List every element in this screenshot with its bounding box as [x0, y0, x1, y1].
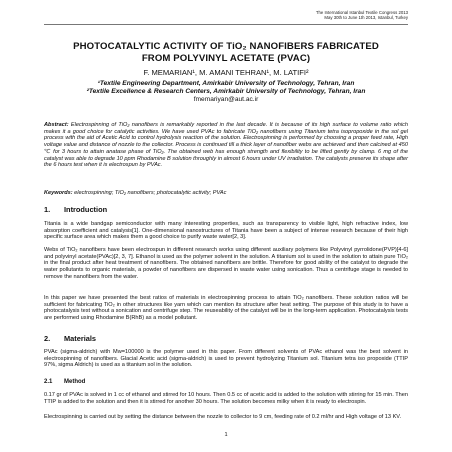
intro-paragraph-1: Titania is a wide bandgap semiconductor with many interesting properties, such as transparency to visible light, high refractive index, low absorption coefficient and catalysis[1]. One-dimensional nanostructures of Titania have been a subject of intense research because of their high specific surface area which makes them a good choice to purify waste water[2, 3]. — [44, 221, 408, 241]
section-title: Materials — [64, 334, 97, 343]
title-line-1: PHOTOCATALYTIC ACTIVITY OF TiO₂ NANOFIBERS FABRICATED — [73, 41, 379, 52]
conference-dates: May 30th to June 1th 2013, Istanbul, Turkey — [324, 15, 408, 21]
subsection-title: Method — [64, 379, 86, 385]
section-heading-materials — [44, 334, 96, 343]
keywords — [44, 190, 408, 197]
abstract — [44, 122, 408, 169]
method-paragraph-1: 0.17 gr of PVAc is solved in 1 cc of ethanol and stirred for 10 hours. Then 0.5 cc of acetic acid is added to the solution with stirring for 15 min. Then TTIP is added to the solution and then it is stirred for another 30 hours. The solution becomes milky when it is ready to electrospin. — [44, 392, 408, 405]
intro-paragraph-2: Webs of TiO₂ nanofibers have been electrospun in different research works using different auxiliary polymers like Polyvinyl pyrrolidone(PVP)[4-6] and polyvinyl acetate(PVAc)[2, 3, 7]. Ethanol is used as the polymer solvent in the solution. A titanium sol is used in the solution to attain pure TiO₂ in the final product after heat treatment of nanofibers. The obtained nanofibers are brittle. Therefore for good ability of the catalyst to degrade the water pollutants to organic materials, a powder of nanofibers are dispersed in waste water using sonication. Thus a centrifuge stage is needed to remove the nanofibers from the water. — [44, 247, 408, 280]
abstract-text: Electrospinning of TiO₂ nanofibers is remarkably reported in the last decade. It is because of its high surface to volume ratio which makes it a good choice for catalytic activities. We have used PVAc to fabricate TiO₂ nanofibers using Titanium tetra isopropoxide in the sol gel process with the aid of Acetic Acid to control hydrolysis reaction of the solution. Electrospinning is performed by choosing a proper feed rate, High voltage value and distance of nozzle to the collector. Process is continued till a thick layer of nanofiber webs are achieved and then calcined at 450 ℃ for 3 hours to attain anatase phase of TiO₂. The obtained web has enough strength and flexibility to be lifted gently by clamp. 6 mg of the catalyst was able to degrade 10 ppm Rhodamine B solution throughly in almost 6 hours under UV irradiation. The catalysts preserve its shape after the 6 hours test when it is electrospun by PVAc. — [44, 122, 408, 169]
subsection-heading-method — [44, 379, 85, 386]
header-rule — [44, 24, 408, 25]
author-list: F. MEMARIAN¹, M. AMANI TEHRAN¹, M. LATIFI² — [143, 68, 309, 77]
conference-name: The International Istanbul Textile Congress 2013 — [315, 10, 408, 15]
keywords-label: Keywords: — [44, 190, 73, 196]
author-email: fmemariyan@aut.ac.ir — [193, 96, 259, 103]
affiliation-1: ¹Textile Engineering Department, Amirkabir University of Technology, Tehran, Iran — [97, 80, 355, 87]
conference-header — [316, 10, 408, 20]
intro-paragraph-3: In this paper we have presented the best ratios of materials in electrospinning process to attain TiO₂ nanofibers. These solution ratios will be sufficient for fabricating TiO₂ in other structures like yarn which can mention its structure after heat setting. The purpose of this study is to have a photocatalysis test without a sonication and centrifuge step. The reuseability of the catalyst will be in the long-term application. Photocatalysis tests are performed using Rhodamine B(RhB) as a model pollutant. — [44, 295, 408, 322]
section-title: Introduction — [64, 205, 108, 214]
section-number: 2. — [44, 334, 51, 343]
method-paragraph-2: Electrospinning is carried out by setting the distance between the nozzle to collector to 9 cm, feeding rate of 0.2 ml/hr and High voltage of 13 KV. — [44, 414, 402, 420]
subsection-number: 2.1 — [44, 379, 53, 385]
paper-title — [44, 41, 408, 65]
section-heading-introduction — [44, 205, 107, 214]
affiliations — [44, 80, 408, 95]
section-number: 1. — [44, 205, 51, 214]
title-line-2: FROM POLYVINYL ACETATE (PVAC) — [141, 53, 311, 64]
abstract-label: Abstract: — [44, 122, 69, 128]
keywords-text: electrospinning; TiO₂ nanofibers; photocatalytic activity; PVAc — [72, 190, 227, 196]
page-number: 1 — [224, 432, 228, 438]
affiliation-2: ²Textile Excellence & Research Centers, Amirkabir University of Technology, Tehran, Iran — [86, 87, 366, 95]
materials-paragraph-1: PVAc (sigma-aldrich) with Mw=100000 is the polymer used in this paper. From different solvents of PVAc ethanol was the best solvent in electrospinning of nanofibers. Glacial Acetic acid (sigma-aldrich) is used to prevent hydrolyzing Titanium sol. Titanium tetra iso propoxide (TTIP 97%, sigma Aldrich) is used as a titanium sol in the solution. — [44, 349, 408, 369]
